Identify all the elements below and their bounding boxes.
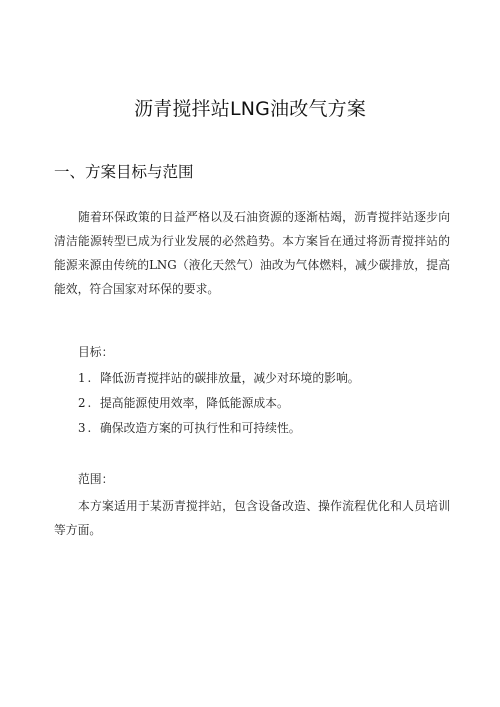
goal-item xyxy=(78,419,301,436)
intro-paragraph: 随着环保政策的日益严格以及石油资源的逐渐枯竭，沥青搅拌站逐步向清洁能源转型已成为行业发展的必然趋势。本方案旨在通过将沥青搅拌站的能源来源由传统的LNG（液化天然气）油改为气体燃料，减少碳排放，提高能效，符合国家对环保的要求。 xyxy=(54,210,450,296)
document-title: 沥青搅拌站LNG油改气方案 xyxy=(133,98,367,120)
goal-item xyxy=(78,394,289,411)
section-heading: 一、方案目标与范围 xyxy=(54,163,194,181)
scope-label: 范围： xyxy=(78,472,114,486)
goal-text: 提高能源使用效率，降低能源成本。 xyxy=(100,396,289,410)
goal-number: 3. xyxy=(78,421,94,435)
goals-label: 目标： xyxy=(78,345,114,359)
goal-number: 1. xyxy=(78,371,94,385)
goal-text: 确保改造方案的可执行性和可持续性。 xyxy=(100,421,301,435)
goal-number: 2. xyxy=(78,396,94,410)
scope-paragraph: 本方案适用于某沥青搅拌站，包含设备改造、操作流程优化和人员培训等方面。 xyxy=(54,499,450,537)
goal-item xyxy=(78,369,360,386)
goal-text: 降低沥青搅拌站的碳排放量，减少对环境的影响。 xyxy=(100,371,360,385)
